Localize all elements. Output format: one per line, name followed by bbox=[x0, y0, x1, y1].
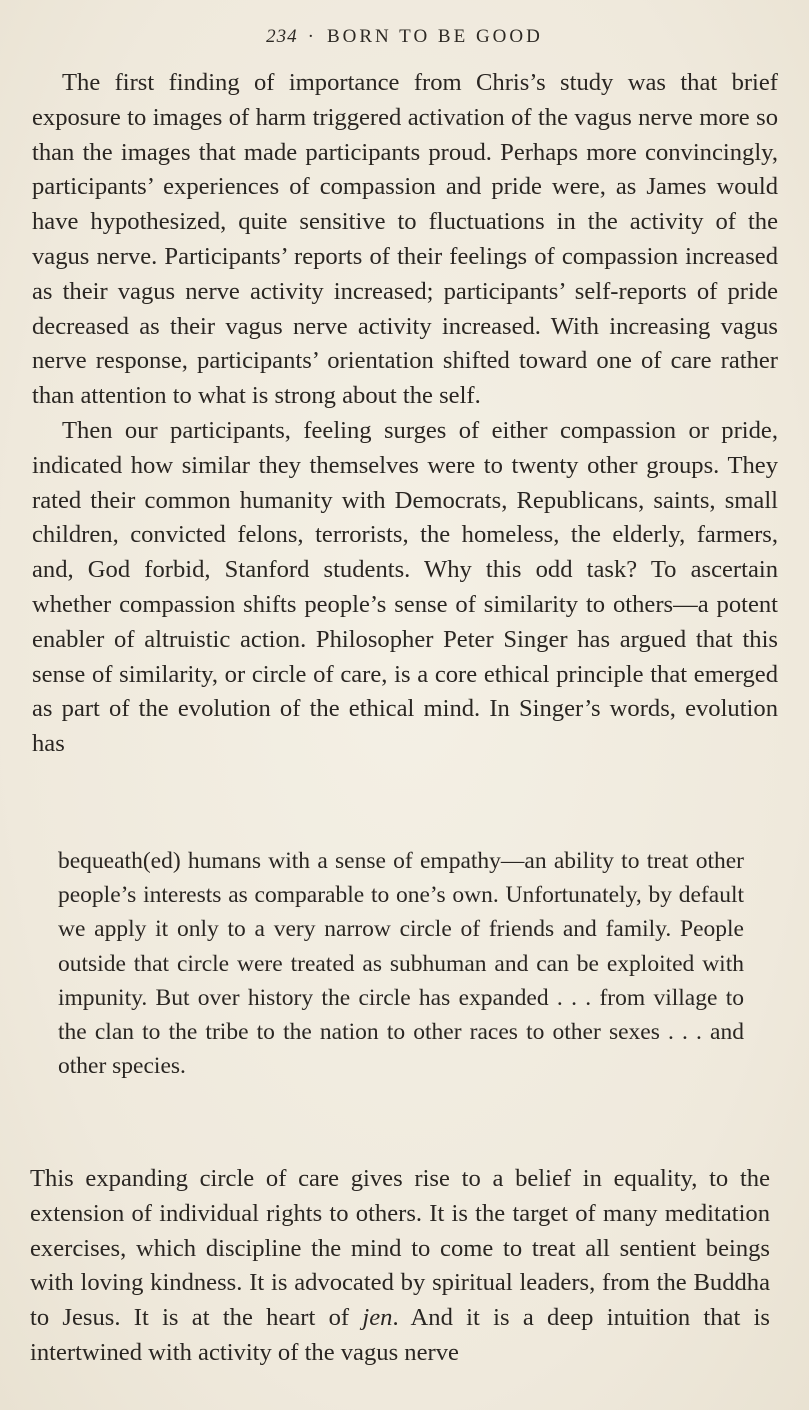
continuation-text: This expanding circle of care gives rise to a belief in equality, to the extension of individual rights to others. It is the target of many meditation exercises, which discipline the mind to come to treat all sentient beings with loving kindness. It is advocated by spiritual leaders, from the Buddha to Jesus. It is at the heart of bbox=[30, 1165, 770, 1332]
paragraph-2: Then our participants, feeling surges of either compassion or pride, indicated how similar they themselves were to twenty other groups. They rated their common humanity with Democrats, Republicans, saints, small children, convicted felons, terrorists, the homeless, the elderly, farmers, and, God forbid, Stanford students. Why this odd task? To ascertain whether compassion shifts people’s sense of similarity to others—a potent enabler of altruistic action. Philosopher Peter Singer has argued that this sense of similarity, or circle of care, is a core ethical principle that emerged as part of the evolution of the ethical mind. In Singer’s words, evolution has bbox=[32, 416, 778, 758]
continuation-tail: . And it is a deep intuition that is intertwined with activity of the vagus nerve bbox=[30, 1304, 770, 1366]
main-text bbox=[32, 66, 778, 762]
book-title: BORN TO BE GOOD bbox=[326, 26, 543, 47]
italic-term: jen bbox=[362, 1304, 393, 1332]
header-separator: · bbox=[307, 26, 317, 47]
page-number: 234 bbox=[266, 26, 298, 47]
paragraph-1: The first finding of importance from Chris’s study was that brief exposure to images of harm triggered activation of the vagus nerve more so than the images that made participants proud. Perhaps more convincingly, participants’ experiences of compassion and pride were, as James would have hypothesized, quite sensitive to fluctuations in the activity of the vagus nerve. Participants’ reports of their feelings of compassion increased as their vagus nerve activity increased; participants’ self-reports of pride decreased as their vagus nerve activity increased. With increasing vagus nerve response, participants’ orientation shifted toward one of care rather than attention to what is strong about the self. bbox=[32, 69, 778, 410]
paragraph-continuation bbox=[30, 1162, 770, 1371]
block-quote: bequeath(ed) humans with a sense of empathy—an ability to treat other people’s interests as comparable to one’s own. Unfortunately, by default we apply it only to a very narrow circle of friends and family. People outside that circle were treated as subhuman and can be exploited with impunity. But over history the circle has expanded . . . from village to the clan to the tribe to the nation to other races to other sexes . . . and other species. bbox=[58, 848, 744, 1080]
running-head bbox=[0, 26, 809, 48]
